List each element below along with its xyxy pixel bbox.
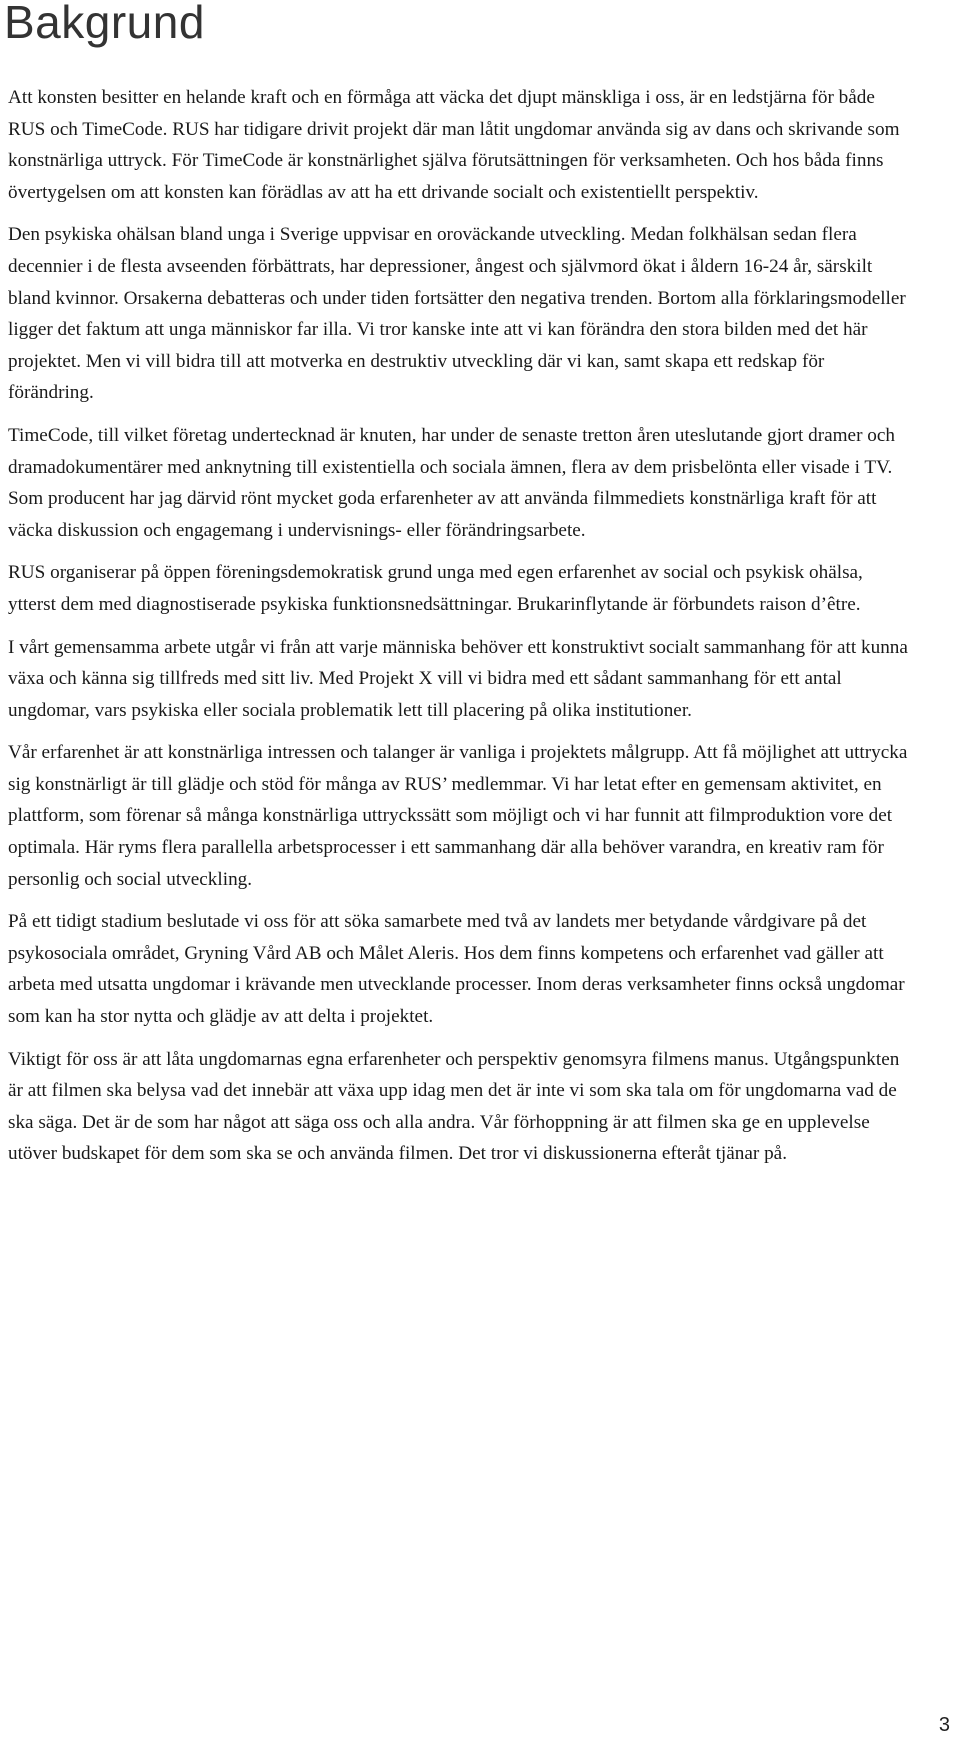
body-text — [8, 82, 912, 1181]
paragraph: Vår erfarenhet är att konstnärliga intressen och talanger är vanliga i projektets målgrupp. Att få möjlighet att uttrycka sig konstnärligt är till glädje och stöd för många av RUS’ medlemmar. Vi har letat efter en gemensam aktivitet, en plattform, som förenar så många konstnärliga uttryckssätt som möjligt och vi har funnit att filmproduktion vore det optimala. Här ryms flera parallella arbetsprocesser i ett sammanhang där alla behöver varandra, en kreativ ram för personlig och social utveckling. — [8, 742, 908, 890]
paragraph: Viktigt för oss är att låta ungdomarnas egna erfarenheter och perspektiv genomsyra filmens manus. Utgångspunkten är att filmen ska belysa vad det innebär att växa upp idag men det är inte vi som ska tala om för ungdomarna vad de ska säga. Det är de som har något att säga oss och alla andra. Vår förhoppning är att filmen ska ge en upplevelse utöver budskapet för dem som ska se och använda filmen. Det tror vi diskussionerna efteråt tjänar på. — [8, 1048, 900, 1165]
paragraph: Att konsten besitter en helande kraft och en förmåga att väcka det djupt mänskliga i oss, är en ledstjärna för både RUS och TimeCode. RUS har tidigare drivit projekt där man låtit ungdomar använda sig av dans och skrivande som konstnärliga uttryck. För TimeCode är konstnärlighet själva förutsättningen för verksamheten. Och hos båda finns övertygelsen om att konsten kan förädlas av att ha ett drivande socialt och existentiellt perspektiv. — [8, 87, 900, 203]
paragraph: Den psykiska ohälsan bland unga i Sverige uppvisar en oroväckande utveckling. Medan folkhälsan sedan flera decennier i de flesta avseenden förbättrats, har depressioner, ångest och självmord ökat i åldern 16-24 år, särskilt bland kvinnor. Orsakerna debatteras och under tiden fortsätter den negativa trenden. Bortom alla förklaringsmodeller ligger det faktum att unga människor far illa. Vi tror kanske inte att vi kan förändra den stora bilden med det här projektet. Men vi vill bidra till att motverka en destruktiv utveckling där vi kan, samt skapa ett redskap för förändring. — [8, 224, 906, 404]
paragraph: RUS organiserar på öppen föreningsdemokratisk grund unga med egen erfarenhet av social och psykisk ohälsa, ytterst dem med diagnostiserade psykiska funktionsnedsättningar. Brukarinflytande är förbundets raison d’être. — [8, 562, 863, 615]
paragraph: På ett tidigt stadium beslutade vi oss för att söka samarbete med två av landets mer betydande vårdgivare på det psykosociala området, Gryning Vård AB och Målet Aleris. Hos dem finns kompetens och erfarenhet vad gäller att arbeta med utsatta ungdomar i krävande men utvecklande processer. Inom deras verksamheter finns också ungdomar som kan ha stor nytta och glädje av att delta i projektet. — [8, 911, 905, 1028]
paragraph: TimeCode, till vilket företag undertecknad är knuten, har under de senaste tretton åren uteslutande gjort dramer och dramadokumentärer med anknytning till existentiella och sociala ämnen, flera av dem prisbelönta eller visade i TV. Som producent har jag därvid rönt mycket goda erfarenheter av att använda filmmediets konstnärliga kraft för att väcka diskussion och engagemang i undervisnings- eller förändringsarbete. — [8, 424, 895, 541]
paragraph: I vårt gemensamma arbete utgår vi från att varje människa behöver ett konstruktivt socialt sammanhang för att kunna växa och känna sig tillfreds med sitt liv. Med Projekt X vill vi bidra med ett sådant sammanhang för ett antal ungdomar, vars psykiska eller sociala problematik lett till placering på olika institutioner. — [8, 636, 908, 721]
page-number: 3 — [938, 1714, 950, 1736]
section-heading: Bakgrund — [4, 0, 205, 48]
